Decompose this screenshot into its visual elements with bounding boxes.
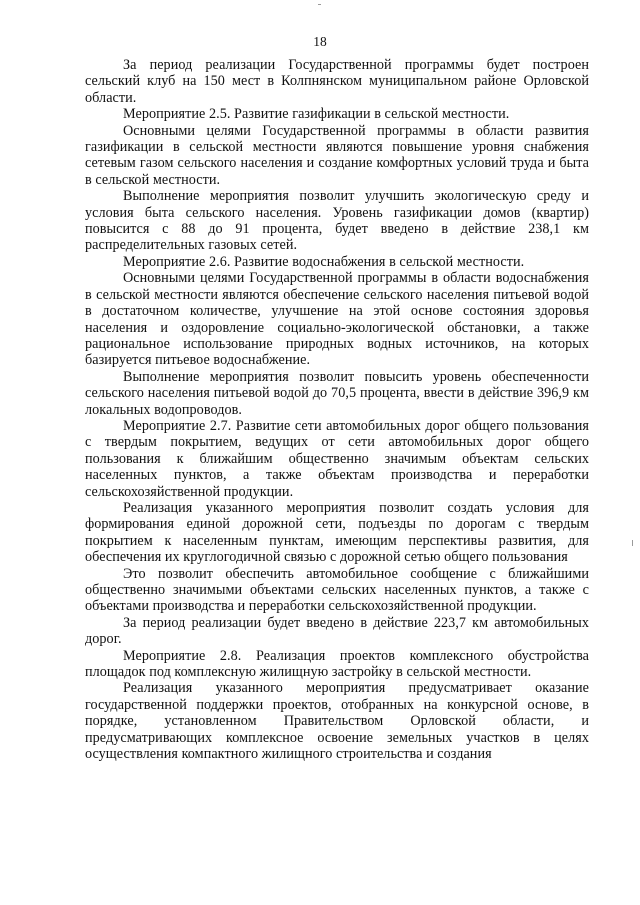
paragraph-water-goals: Основными целями Государственной программы в области водоснабжения в сельской местности являются обеспечение сельского населения питьевой водой в достаточном количестве, улучшение на этой основе состояния здоровья населения и оздоровление социально-экологической обстановки, а также рациональное использование природных водных источников, на которых базируется питьевое водоснабжение. (85, 270, 589, 369)
heading-measure-2-7: Мероприятие 2.7. Развитие сети автомобильных дорог общего пользования с твердым покрытием, ведущих от сети автомобильных дорог общего пользования к ближайшим общественно значимым объектам сельских населенных пунктов, а также объектам производства и переработки сельскохозяйственной продукции. (85, 417, 589, 500)
paragraph-road-connection: Это позволит обеспечить автомобильное сообщение с ближайшими общественно значимыми объектами сельских населенных пунктов, а также с объектами производства и переработки сельскохозяйственной продукции. (85, 565, 589, 615)
paragraph-gasification-goals: Основными целями Государственной программы в области развития газификации в сельской местности являются повышение уровня снабжения сетевым газом сельского населения и создание комфортных условий труда и быта в сельской местности. (85, 122, 589, 188)
scan-artifact-top (318, 4, 321, 5)
page-number: 18 (313, 34, 327, 49)
paragraph-water-results: Выполнение мероприятия позволит повысить уровень обеспеченности сельского населения питьевой водой до 70,5 процента, ввести в действие 396,9 км локальных водопроводов. (85, 368, 589, 418)
paragraph-road-results: За период реализации будет введено в действие 223,7 км автомобильных дорог. (85, 614, 589, 648)
scan-artifact-side (632, 540, 633, 546)
document-body (85, 57, 589, 762)
heading-measure-2-8: Мероприятие 2.8. Реализация проектов комплексного обустройства площадок под комплексную жилищную застройку в сельской местности. (85, 647, 589, 681)
paragraph-gasification-results: Выполнение мероприятия позволит улучшить экологическую среду и условия быта сельского населения. Уровень газификации домов (квартир) повысится с 88 до 91 процента, будет введено в действие 238,1 км распределительных газовых сетей. (85, 188, 589, 254)
heading-measure-2-5: Мероприятие 2.5. Развитие газификации в сельской местности. (123, 106, 510, 123)
paragraph-club-construction: За период реализации Государственной программы будет построен сельский клуб на 150 мест в Колпнянском муниципальном районе Орловской области. (85, 57, 589, 106)
heading-measure-2-6: Мероприятие 2.6. Развитие водоснабжения в сельской местности. (123, 253, 525, 270)
paragraph-road-implementation: Реализация указанного мероприятия позволит создать условия для формирования единой дорожной сети, подъезды по дорогам с твердым покрытием к населенным пунктам, имеющим перспективы развития, для обеспечения их круглогодичной связью с дорожной сетью общего пользования (85, 499, 589, 566)
paragraph-housing-implementation: Реализация указанного мероприятия предусматривает оказание государственной поддержки проектов, отобранных на конкурсной основе, в порядке, установленном Правительством Орловской области, и предусматривающих комплексное освоение земельных участков в целях осуществления компактного жилищного строительства и создания (85, 680, 589, 763)
